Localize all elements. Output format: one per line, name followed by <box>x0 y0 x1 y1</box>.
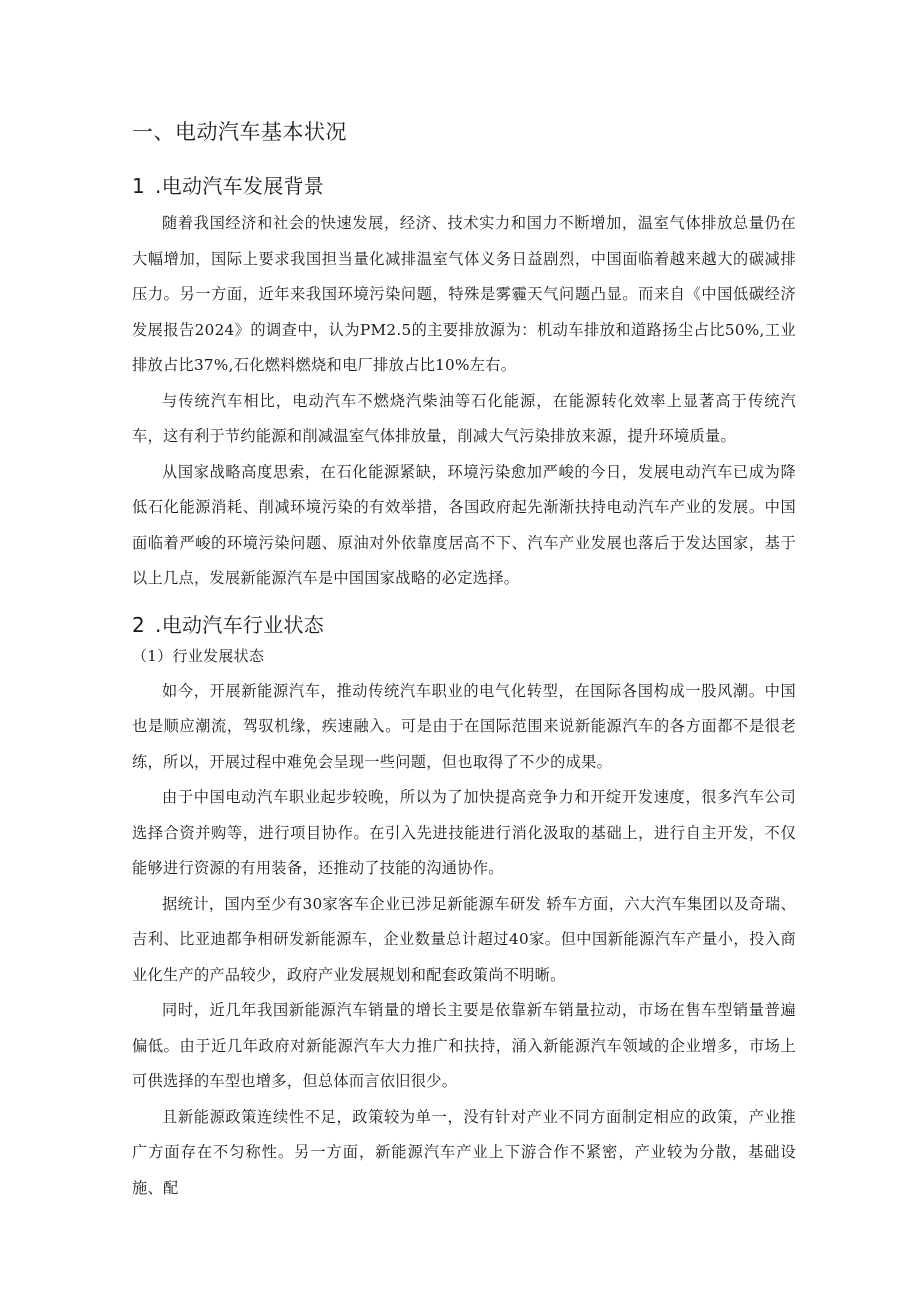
paragraph: 据统计，国内至少有30家客车企业已涉足新能源车研发 轿车方面，六大汽车集团以及奇瑞、吉利、比亚迪都争相研发新能源车，企业数量总计超过40家。但中国新能源汽车产量小，投入商业化生产的产品较少，政府产业发展规划和配套政策尚不明晰。 <box>132 894 796 984</box>
paragraph: 同时，近几年我国新能源汽车销量的增长主要是依靠新车销量拉动，市场在售车型销量普遍偏低。由于近几年政府对新能源汽车大力推广和扶持，涌入新能源汽车领域的企业增多，市场上可供选择的车型也增多，但总体而言依旧很少。 <box>132 1001 796 1090</box>
paragraph: 随着我国经济和社会的快速发展，经济、技术实力和国力不断增加，温室气体排放总量仍在大幅增加，国际上要求我国担当量化减排温室气体义务日益剧烈，中国面临着越来越大的碳减排压力。另一方面，近年来我国环境污染问题，特殊是雾霾天气问题凸显。而来自《中国低碳经济发展报告2024》的调查中，认为PM2.5的主要排放源为：机动车排放和道路扬尘占比50%,工业排放占比37%,石化燃料燃烧和电厂排放占比10%左右。 <box>132 214 796 374</box>
section-heading-2 <box>132 611 796 639</box>
section-number: 1 <box>132 174 146 198</box>
paragraph: 如今，开展新能源汽车，推动传统汽车职业的电气化转型，在国际各国构成一股风潮。中国也是顺应潮流，驾驭机缘，疾速融入。可是由于在国际范围来说新能源汽车的各方面都不是很老练，所以，开展过程中难免会呈现一些问题，但也取得了不少的成果。 <box>132 681 796 771</box>
document-page <box>132 118 796 1206</box>
section-title: .电动汽车发展背景 <box>155 174 325 198</box>
section-heading-1 <box>132 172 796 200</box>
paragraph: 且新能源政策连续性不足，政策较为单一，没有针对产业不同方面制定相应的政策，产业推广方面存在不匀称性。另一方面，新能源汽车产业上下游合作不紧密，产业较为分散，基础设施、配 <box>132 1107 796 1197</box>
paragraph: 从国家战略高度思索，在石化能源紧缺，环境污染愈加严峻的今日，发展电动汽车已成为降低石化能源消耗、削减环境污染的有效举措，各国政府起先渐渐扶持电动汽车产业的发展。中国面临着严峻的环境污染问题、原油对外依靠度居高不下、汽车产业发展也落后于发达国家，基于以上几点，发展新能源汽车是中国国家战略的必定选择。 <box>132 462 796 587</box>
section-title: .电动汽车行业状态 <box>155 612 325 637</box>
subheading: （1）行业发展状态 <box>132 646 265 665</box>
section-number: 2 <box>132 612 146 637</box>
paragraph: 与传统汽车相比，电动汽车不燃烧汽柴油等石化能源，在能源转化效率上显著高于传统汽车，这有利于节约能源和削减温室气体排放量，削减大气污染排放来源，提升环境质量。 <box>132 391 796 445</box>
chapter-heading: 一、电动汽车基本状况 <box>132 120 347 144</box>
paragraph: 由于中国电动汽车职业起步较晚，所以为了加快提高竞争力和开绽开发速度，很多汽车公司选择合资并购等，进行项目协作。在引入先进技能进行消化汲取的基础上，进行自主开发，不仅能够进行资源的有用装备，还推动了技能的沟通协作。 <box>132 788 796 877</box>
